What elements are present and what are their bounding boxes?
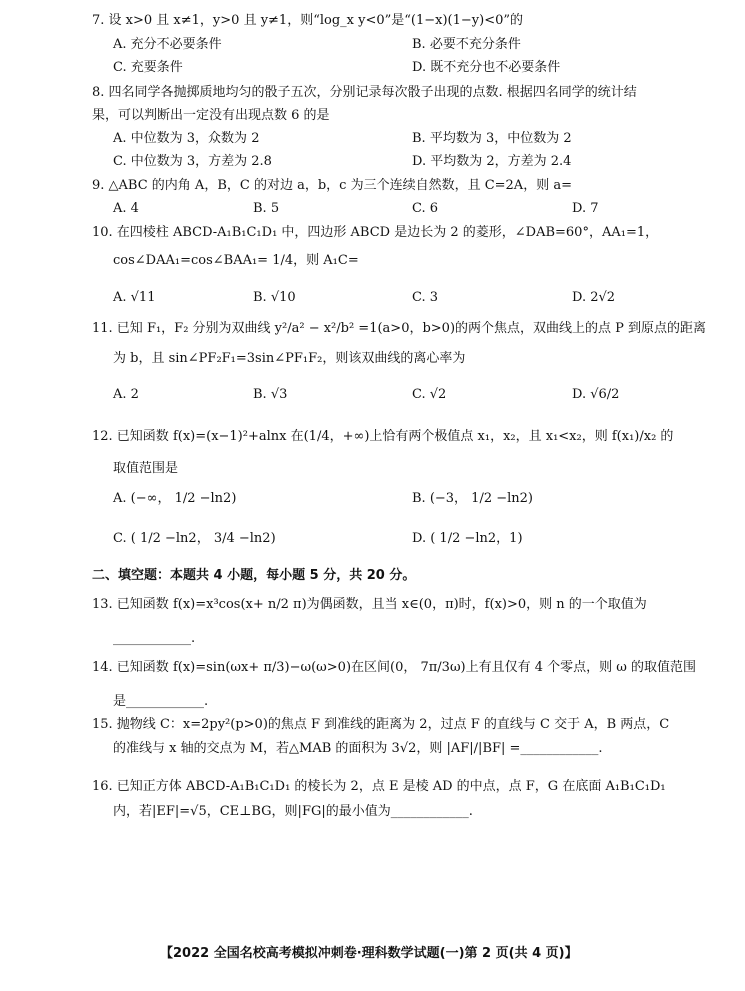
answer-option: A. (−∞， 1/2 −ln2) (113, 491, 237, 506)
question-text: 的准线与 x 轴的交点为 M，若△MAB 的面积为 3√2，则 |AF|/|BF| =____________. (113, 741, 603, 756)
answer-option: C. ( 1/2 −ln2， 3/4 −ln2) (113, 531, 276, 546)
answer-option: B. √10 (253, 290, 296, 305)
question-text: 7. 设 x>0 且 x≠1，y>0 且 y≠1，则“log_x y<0”是“(1−x)(1−y)<0”的 (92, 13, 524, 28)
answer-option: A. √11 (113, 290, 156, 305)
question-text: 12. 已知函数 f(x)=(x−1)²+alnx 在(1/4，+∞)上恰有两个极值点 x₁，x₂，且 x₁<x₂，则 f(x₁)/x₂ 的 (92, 429, 674, 444)
page-footer: 【2022 全国名校高考模拟冲刺卷·理科数学试题(一)第 2 页(共 4 页)】 (160, 946, 578, 961)
answer-option: D. ( 1/2 −ln2，1) (412, 531, 523, 546)
question-text: 14. 已知函数 f(x)=sin(ωx+ π/3)−ω(ω>0)在区间(0， 7π/3ω)上有且仅有 4 个零点，则 ω 的取值范围 (92, 660, 697, 675)
answer-option: D. 7 (572, 201, 599, 216)
question-text: 8. 四名同学各抛掷质地均匀的骰子五次，分别记录每次骰子出现的点数. 根据四名同学的统计结 (92, 85, 637, 100)
answer-option: A. 中位数为 3，众数为 2 (113, 131, 260, 146)
question-text: 13. 已知函数 f(x)=x³cos(x+ n/2 π)为偶函数，且当 x∈(0，π)时，f(x)>0，则 n 的一个取值为 (92, 597, 647, 612)
answer-option: A. 充分不必要条件 (113, 37, 222, 52)
answer-option: A. 4 (113, 201, 139, 216)
answer-option: C. 充要条件 (113, 60, 183, 75)
answer-option: B. √3 (253, 387, 288, 402)
question-text: 10. 在四棱柱 ABCD-A₁B₁C₁D₁ 中，四边形 ABCD 是边长为 2 的菱形，∠DAB=60°，AA₁=1， (92, 225, 659, 240)
question-text: 内，若|EF|=√5，CE⊥BG，则|FG|的最小值为____________. (113, 804, 473, 819)
answer-option: A. 2 (113, 387, 139, 402)
question-text: 15. 抛物线 C：x=2py²(p>0)的焦点 F 到准线的距离为 2，过点 F 的直线与 C 交于 A，B 两点，C (92, 717, 670, 732)
answer-option: D. √6/2 (572, 387, 620, 402)
answer-option: D. 2√2 (572, 290, 616, 305)
answer-option: B. 平均数为 3，中位数为 2 (412, 131, 572, 146)
answer-option: D. 既不充分也不必要条件 (412, 60, 561, 75)
answer-option: C. 6 (412, 201, 439, 216)
answer-option: C. √2 (412, 387, 447, 402)
question-text: 11. 已知 F₁，F₂ 分别为双曲线 y²/a² − x²/b² =1(a>0，b>0)的两个焦点，双曲线上的点 P 到原点的距离 (92, 321, 707, 336)
answer-option: B. (−3， 1/2 −ln2) (412, 491, 534, 506)
question-text: cos∠DAA₁=cos∠BAA₁= 1/4，则 A₁C= (113, 253, 359, 268)
answer-option: C. 中位数为 3，方差为 2.8 (113, 154, 272, 169)
section-heading: 二、填空题：本题共 4 小题，每小题 5 分，共 20 分。 (92, 568, 416, 583)
question-text: 取值范围是 (113, 461, 179, 476)
question-text: 为 b，且 sin∠PF₂F₁=3sin∠PF₁F₂，则该双曲线的离心率为 (113, 351, 466, 366)
question-text: ____________. (113, 631, 196, 646)
answer-option: B. 5 (253, 201, 280, 216)
question-text: 是____________. (113, 694, 209, 709)
question-text: 果，可以判断出一定没有出现点数 6 的是 (92, 108, 330, 123)
question-text: 16. 已知正方体 ABCD-A₁B₁C₁D₁ 的棱长为 2，点 E 是棱 AD 的中点，点 F，G 在底面 A₁B₁C₁D₁ (92, 779, 666, 794)
answer-option: B. 必要不充分条件 (412, 37, 521, 52)
answer-option: D. 平均数为 2，方差为 2.4 (412, 154, 572, 169)
answer-option: C. 3 (412, 290, 439, 305)
question-text: 9. △ABC 的内角 A，B，C 的对边 a，b，c 为三个连续自然数，且 C=2A，则 a= (92, 178, 572, 193)
